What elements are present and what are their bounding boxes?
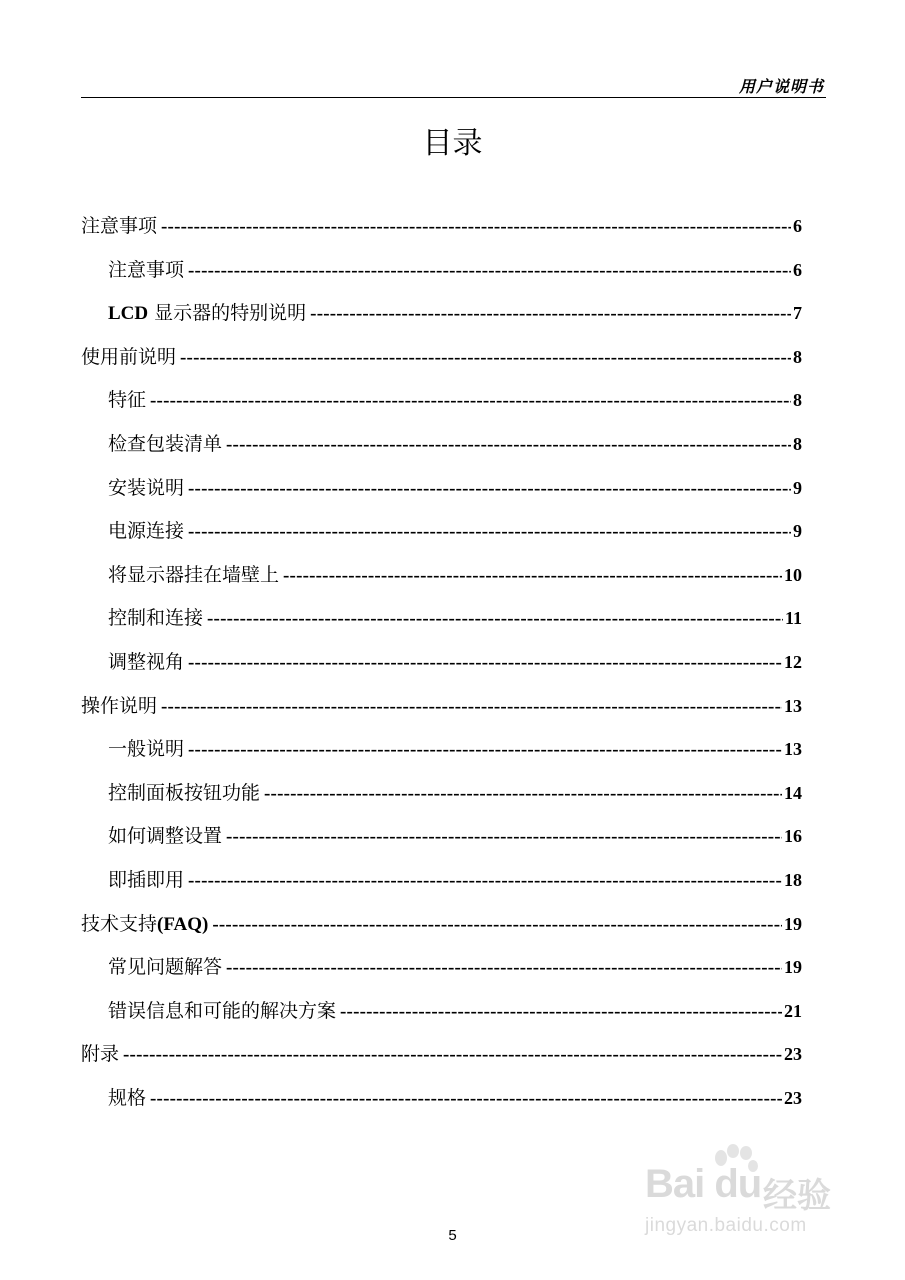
toc-entry-label: LCD 显示器的特别说明	[108, 302, 307, 324]
toc-leader-dashes	[212, 914, 782, 935]
toc-entry[interactable]	[108, 516, 802, 542]
toc-leader-dashes	[161, 696, 782, 717]
toc-entry-label: 技术支持(FAQ)	[81, 913, 209, 935]
toc-entry-label: 调整视角	[108, 651, 185, 673]
toc-entry-label: 控制面板按钮功能	[108, 782, 261, 804]
toc-entry-page: 16	[784, 826, 802, 846]
toc-entry[interactable]	[108, 865, 802, 891]
toc-entry-page: 19	[784, 957, 802, 977]
running-header: 用户说明书	[738, 77, 824, 96]
toc-entry[interactable]	[108, 734, 802, 760]
toc-leader-dashes	[150, 1088, 782, 1109]
toc-entry-page: 13	[784, 739, 802, 759]
toc-entry[interactable]	[81, 342, 802, 368]
toc-leader-dashes	[340, 1001, 782, 1022]
page-number: 5	[448, 1227, 457, 1244]
toc-entry-page: 6	[793, 260, 802, 280]
toc-leader-dashes	[188, 478, 791, 499]
toc-leader-dashes	[310, 303, 791, 324]
toc-entry-page: 7	[793, 303, 802, 323]
toc-entry-page: 19	[784, 914, 802, 934]
toc-entry-label: 检查包装清单	[108, 433, 223, 455]
toc-leader-dashes	[188, 739, 782, 760]
toc-entry-label: 操作说明	[81, 695, 158, 717]
toc-entry-page: 11	[784, 608, 802, 628]
page-title: 目录	[422, 126, 483, 161]
toc-entry[interactable]	[108, 647, 802, 673]
watermark-url: jingyan.baidu.com	[645, 1215, 807, 1236]
toc-entry-page: 8	[793, 347, 802, 367]
toc-entry-label: 将显示器挂在墙壁上	[108, 564, 280, 586]
toc-entry[interactable]	[108, 1083, 802, 1109]
toc-entry-label: 电源连接	[108, 520, 185, 542]
toc-leader-dashes	[188, 652, 782, 673]
toc-entry-page: 6	[793, 216, 802, 236]
toc-leader-dashes	[161, 216, 791, 237]
toc-entry[interactable]	[108, 952, 802, 978]
toc-leader-dashes	[226, 434, 791, 455]
toc-entry-page: 13	[784, 696, 802, 716]
toc-entry[interactable]	[108, 778, 802, 804]
toc-leader-dashes	[180, 347, 791, 368]
toc-leader-dashes	[188, 521, 791, 542]
toc-entry[interactable]	[81, 1039, 802, 1065]
toc-entry-label: 如何调整设置	[108, 825, 223, 847]
toc-entry-label: 错误信息和可能的解决方案	[108, 1000, 337, 1022]
toc-leader-dashes	[150, 390, 791, 411]
toc-entry-label: 规格	[108, 1087, 147, 1109]
toc-entry-label: 特征	[108, 389, 147, 411]
toc-entry-label: 注意事项	[81, 215, 158, 237]
toc-entry[interactable]	[81, 691, 802, 717]
toc-entry-page: 9	[793, 478, 802, 498]
toc-entry[interactable]	[81, 909, 802, 935]
toc-leader-dashes	[264, 783, 782, 804]
header-rule	[81, 97, 826, 98]
toc-entry-page: 8	[793, 434, 802, 454]
toc-entry[interactable]	[108, 298, 802, 324]
watermark-brand: Bai du	[645, 1162, 762, 1206]
toc-entry-page: 9	[793, 521, 802, 541]
toc-entry[interactable]	[108, 603, 802, 629]
toc-entry-page: 23	[784, 1088, 802, 1108]
toc-entry[interactable]	[108, 385, 802, 411]
toc-entry-label: 注意事项	[108, 259, 185, 281]
toc-entry-label: 一般说明	[108, 738, 185, 760]
toc-entry[interactable]	[108, 429, 802, 455]
toc-entry[interactable]	[108, 473, 802, 499]
toc-entry-page: 21	[784, 1001, 802, 1021]
toc-entry-label: 安装说明	[108, 477, 185, 499]
toc-leader-dashes	[226, 957, 782, 978]
toc-entry[interactable]	[108, 560, 802, 586]
toc-entry-page: 14	[784, 783, 802, 803]
toc-entry[interactable]	[108, 255, 802, 281]
toc-leader-dashes	[226, 826, 782, 847]
toc-entry-label: 控制和连接	[108, 607, 204, 629]
toc-entry[interactable]	[81, 211, 802, 237]
toc-entry-page: 8	[793, 390, 802, 410]
toc-entry-page: 12	[784, 652, 802, 672]
toc-entry-label: 即插即用	[108, 869, 185, 891]
watermark-cn: 经验	[763, 1176, 831, 1216]
toc-entry-label: 常见问题解答	[108, 956, 223, 978]
toc-leader-dashes	[123, 1044, 782, 1065]
baidu-jingyan-watermark	[645, 1148, 860, 1248]
toc-entry-page: 18	[784, 870, 802, 890]
toc-leader-dashes	[207, 608, 783, 629]
toc-leader-dashes	[188, 870, 782, 891]
toc-entry-page: 10	[784, 565, 802, 585]
toc-leader-dashes	[188, 260, 791, 281]
toc-entry-label: 使用前说明	[81, 346, 177, 368]
toc-entry-label: 附录	[81, 1043, 120, 1065]
toc-entry[interactable]	[108, 996, 802, 1022]
toc-entry-page: 23	[784, 1044, 802, 1064]
toc-leader-dashes	[283, 565, 782, 586]
toc-entry[interactable]	[108, 821, 802, 847]
